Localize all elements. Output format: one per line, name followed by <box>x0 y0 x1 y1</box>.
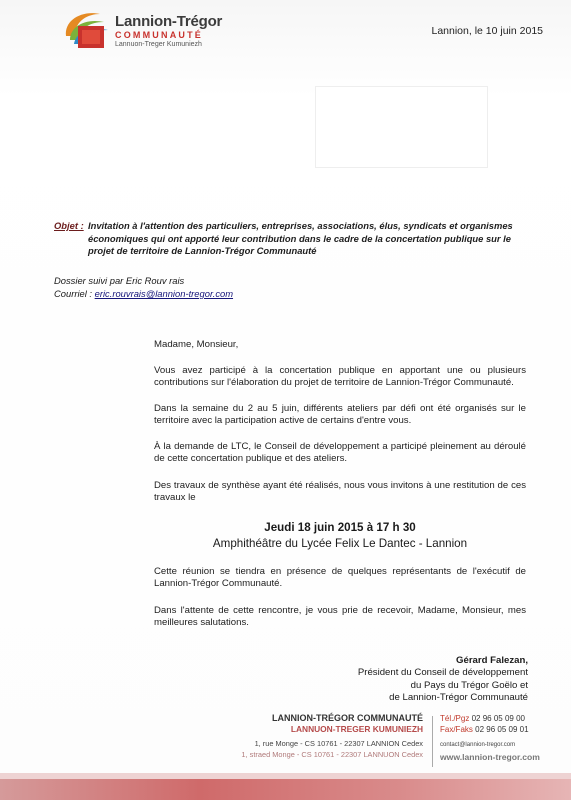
brand-name: Lannion-Trégor <box>115 13 223 30</box>
fax-label: Fax/Faks <box>440 724 473 734</box>
signatory-name: Gérard Falezan, <box>456 655 528 666</box>
paragraph-6: Dans l'attente de cette rencontre, je vous prie de recevoir, Madame, Monsieur, mes meilleures salutations. <box>154 605 526 629</box>
event-place: Amphithéâtre du Lycée Felix Le Dantec - Lannion <box>212 537 468 550</box>
phone-label: Tél./Pgz <box>440 714 470 723</box>
footer-org-name: LANNION-TRÉGOR COMMUNAUTÉ <box>272 713 423 723</box>
objet-label: Objet : <box>54 220 84 231</box>
brand-communaute: COMMUNAUTÉ <box>115 30 203 40</box>
paragraph-4: Des travaux de synthèse ayant été réalisés, nous vous invitons à une restitution de ces travaux le <box>154 480 526 504</box>
lannion-tregor-logo <box>58 6 258 58</box>
footer-address: 1, rue Monge - CS 10761 - 22307 LANNION Cedex <box>254 739 423 748</box>
fax-value: 02 96 05 09 01 <box>475 724 529 734</box>
footer-color-band <box>0 773 571 800</box>
paragraph-1: Vous avez participé à la concertation publique en apportant une ou plusieurs contributions sur l'élaboration du projet de territoire de Lannion-Trégor Communauté. <box>154 365 526 389</box>
logo-emblem-icon <box>58 6 114 54</box>
signatory-title-3: de Lannion-Trégor Communauté <box>389 692 528 704</box>
phone-value: 02 96 05 09 00 <box>471 714 525 723</box>
envelope-address-window <box>315 86 488 168</box>
signatory-title-2: du Pays du Trégor Goëlo et <box>410 679 528 691</box>
courriel-label: Courriel : <box>54 288 95 299</box>
courriel-line <box>54 287 233 300</box>
brand-breton-name: Lannuon-Treger Kumuniezh <box>115 41 202 48</box>
footer-phone <box>440 714 540 725</box>
footer-org-breton: LANNUON-TREGER KUMUNIEZH <box>290 724 423 734</box>
paragraph-3: À la demande de LTC, le Conseil de développement a participé pleinement au déroulé de cette concertation publique et des ateliers. <box>154 441 526 465</box>
dossier-block <box>54 274 233 300</box>
signature-block <box>358 655 528 705</box>
letter-date: Lannion, le 10 juin 2015 <box>431 25 543 37</box>
objet-text: Invitation à l'attention des particuliers, entreprises, associations, élus, syndicats et organismes économiques qui ont apporté leur contribution dans le cadre de la concertation publique sur le projet de territoire de Lannion-Trégor Communauté <box>88 220 513 257</box>
footer-divider <box>432 716 433 767</box>
footer-contact-email[interactable]: contact@lannion-tregor.com <box>440 742 516 748</box>
dossier-suivi: Dossier suivi par Eric Rouv rais <box>54 275 185 286</box>
salutation: Madame, Monsieur, <box>154 339 239 350</box>
event-date: Jeudi 18 juin 2015 à 17 h 30 <box>264 521 416 534</box>
footer-website-link[interactable]: www.lannion-tregor.com <box>440 751 540 762</box>
paragraph-5: Cette réunion se tiendra en présence de quelques représentants de l'exécutif de Lannion-Trégor Communauté. <box>154 566 526 590</box>
footer-fax <box>440 725 540 736</box>
paragraph-2: Dans la semaine du 2 au 5 juin, différents ateliers par défi ont été organisés sur le territoire avec la participation active de certains d'entre vous. <box>154 403 526 427</box>
footer-address-breton: 1, straed Monge - CS 10761 - 22307 LANNUON Cedex <box>241 750 423 759</box>
signatory-title-1: Président du Conseil de développement <box>357 667 528 679</box>
footer-address-block <box>241 713 423 760</box>
courriel-email-link[interactable]: eric.rouvrais@lannion-tregor.com <box>94 288 234 299</box>
footer-contact-block <box>440 714 540 762</box>
objet-block <box>54 220 524 258</box>
